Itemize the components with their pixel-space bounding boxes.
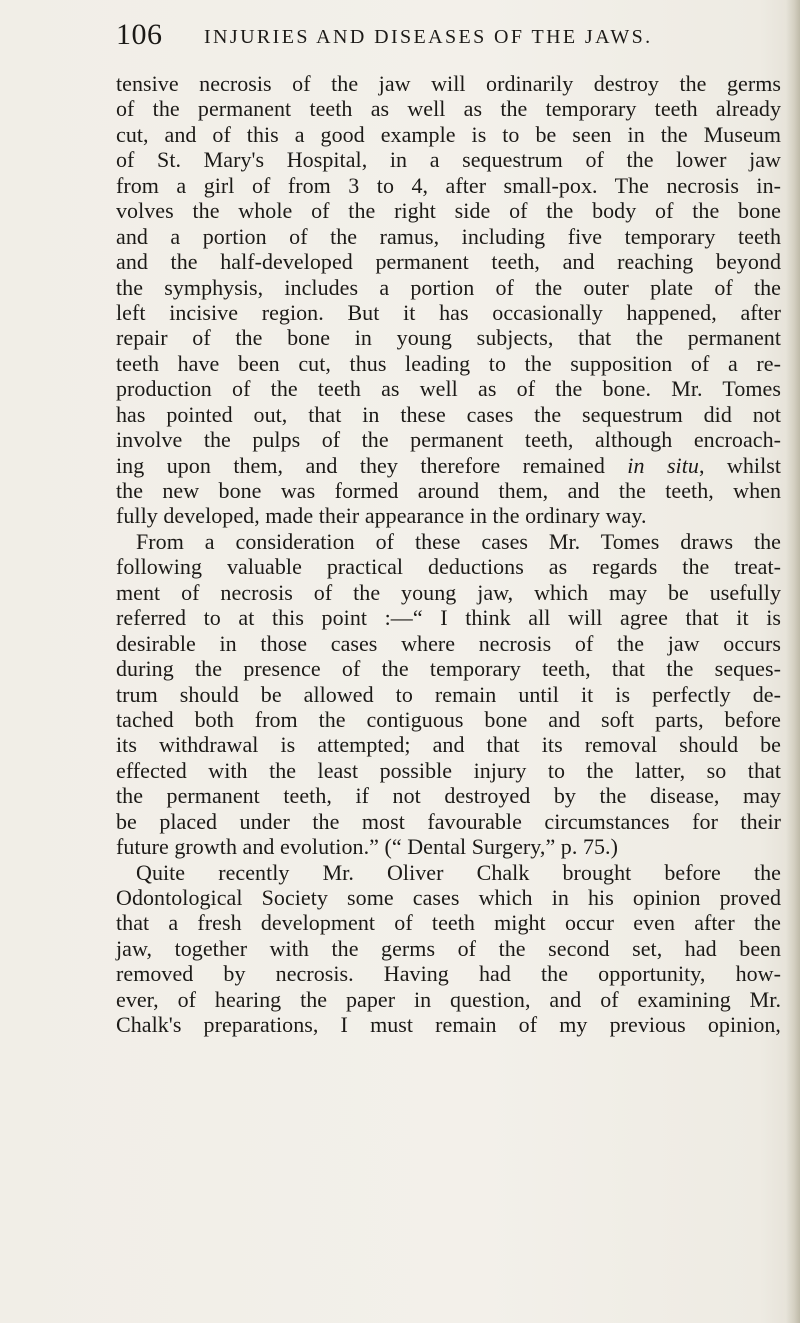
text-line: left incisive region. But it has occasionally happened, after <box>116 299 781 325</box>
text-line: trum should be allowed to remain until it is perfectly de- <box>116 681 781 707</box>
page-edge-shadow <box>786 0 800 1323</box>
text-line: future growth and evolution.” (“ Dental Surgery,” p. 75.) <box>116 834 618 860</box>
text-line: ing upon them, and they therefore remained in situ, whilst <box>116 452 782 478</box>
text-line: effected with the least possible injury to the latter, so that <box>116 757 781 783</box>
text-line: of the permanent teeth as well as the temporary teeth already <box>116 96 781 122</box>
text-line: removed by necrosis. Having had the opportunity, how- <box>116 961 781 987</box>
text-line: the new bone was formed around them, and the teeth, when <box>116 478 781 503</box>
text-line: production of the teeth as well as of the bone. Mr. Tomes <box>116 376 781 402</box>
text-line: and a portion of the ramus, including five temporary teeth <box>116 223 781 249</box>
text-line: Odontological Society some cases which in his opinion proved <box>116 885 781 910</box>
text-line: referred to at this point :—“ I think all will agree that it is <box>116 605 781 631</box>
text-line: following valuable practical deductions as regards the treat- <box>116 554 781 580</box>
text-line: ever, of hearing the paper in question, and of examining Mr. <box>116 986 781 1012</box>
text-line: the symphysis, includes a portion of the outer plate of the <box>116 274 781 300</box>
text-line: From a consideration of these cases Mr. Tomes draws the <box>136 528 781 554</box>
text-line: from a girl of from 3 to 4, after small-pox. The necrosis in- <box>116 172 781 198</box>
text-line: fully developed, made their appearance in the ordinary way. <box>116 503 647 529</box>
text-line: be placed under the most favourable circumstances for their <box>116 808 781 834</box>
text-line: tached both from the contiguous bone and soft parts, before <box>116 706 781 732</box>
text-line: the permanent teeth, if not destroyed by the disease, may <box>116 783 781 809</box>
text-line: repair of the bone in young subjects, that the permanent <box>116 325 781 351</box>
text-line: Chalk's preparations, I must remain of my previous opinion, <box>116 1012 781 1038</box>
running-title: INJURIES AND DISEASES OF THE JAWS. <box>204 26 653 48</box>
text-line: teeth have been cut, thus leading to the supposition of a re- <box>116 350 781 376</box>
italic-phrase: in situ <box>627 452 699 478</box>
text-line: its withdrawal is attempted; and that its removal should be <box>116 732 781 758</box>
text-line: desirable in those cases where necrosis of the jaw occurs <box>116 630 781 656</box>
text-line: during the presence of the temporary teeth, that the seques- <box>116 656 781 682</box>
text-line: of St. Mary's Hospital, in a sequestrum of the lower jaw <box>116 147 781 173</box>
text-line: jaw, together with the germs of the second set, had been <box>116 935 781 961</box>
text-line: tensive necrosis of the jaw will ordinarily destroy the germs <box>116 71 781 96</box>
text-line: that a fresh development of teeth might occur even after the <box>116 910 781 936</box>
text-line: volves the whole of the right side of the body of the bone <box>116 198 781 224</box>
text-line: has pointed out, that in these cases the sequestrum did not <box>116 401 781 427</box>
text-line: involve the pulps of the permanent teeth, although encroach- <box>116 427 781 453</box>
text-line: Quite recently Mr. Oliver Chalk brought before the <box>136 859 781 885</box>
text-line: cut, and of this a good example is to be seen in the Museum <box>116 121 781 147</box>
page-number: 106 <box>116 18 163 51</box>
body-text <box>116 71 781 1038</box>
text-line: and the half-developed permanent teeth, and reaching beyond <box>116 249 781 275</box>
running-head <box>116 18 716 58</box>
text-line: ment of necrosis of the young jaw, which may be usefully <box>116 579 781 605</box>
